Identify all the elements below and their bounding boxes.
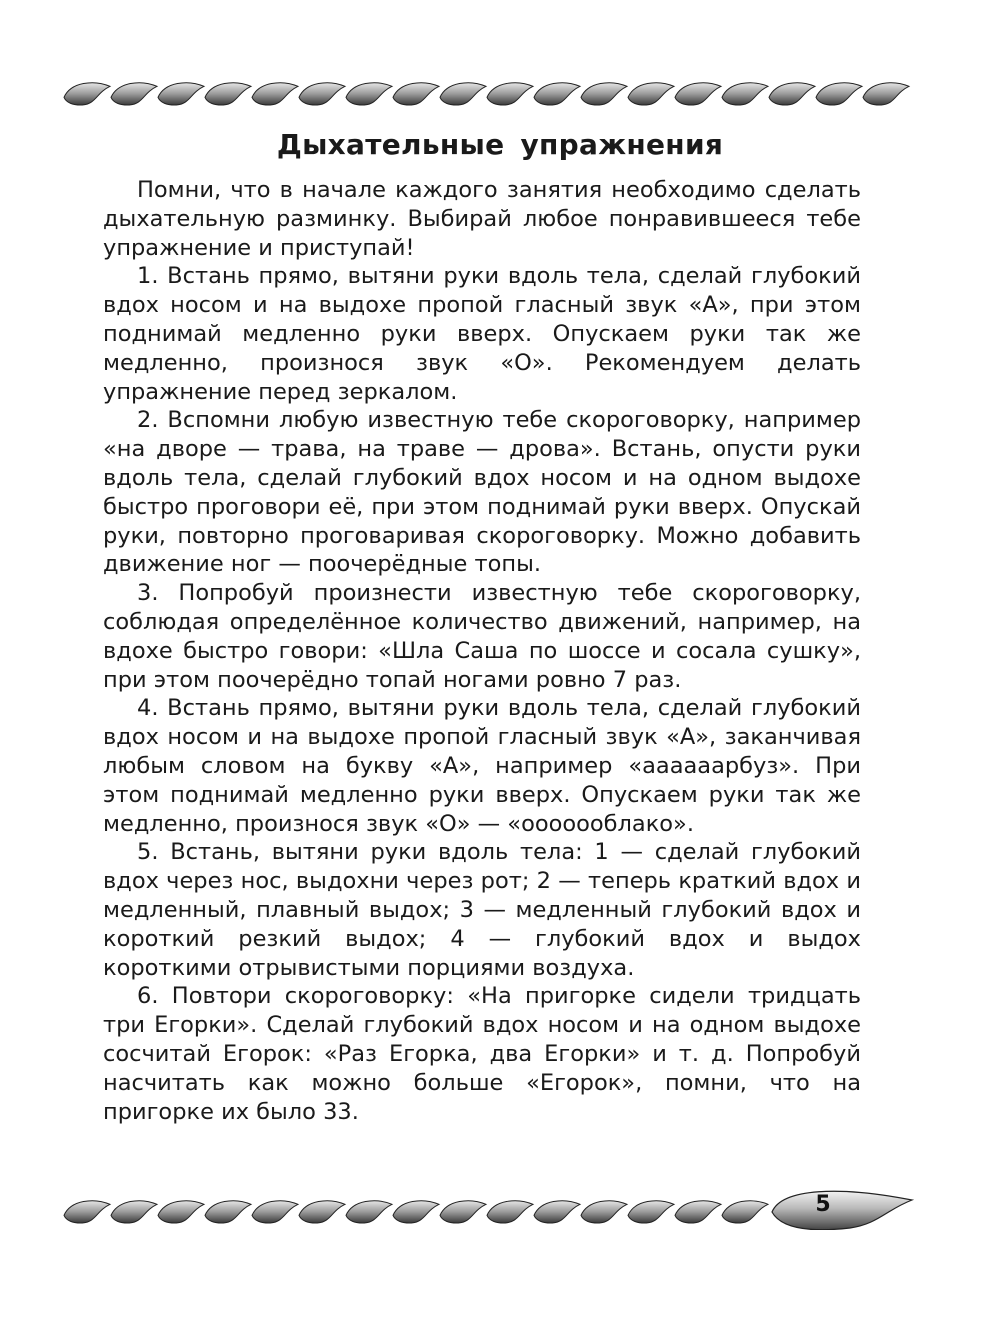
leaf-ornament [675, 83, 721, 105]
leaf-ornament [205, 83, 251, 105]
leaf-ornament [722, 1201, 768, 1223]
leaf-ornament [581, 83, 627, 105]
page-number: 5 [815, 1192, 831, 1217]
bottom-leaf-border [60, 1190, 920, 1230]
leaf-ornament [393, 83, 439, 105]
exercise-3: 3. Попробуй произнести известную тебе скороговорку, соблюдая определённое количество движений, например, на вдохе быстро говори: «Шла Саша по шоссе и сосала сушку», при этом поочерёдно топай ногами ровно 7 раз. [103, 580, 861, 693]
leaf-ornament [534, 83, 580, 105]
exercise-1: 1. Встань прямо, вытяни руки вдоль тела, сделай глубокий вдох носом и на выдохе пропой гласный звук «А», при этом поднимай медленно руки вверх. Опускаем руки так же медленно, произнося звук «О». Рекомендуем делать упражнение перед зеркалом. [103, 263, 861, 405]
leaf-ornament [675, 1201, 721, 1223]
leaf-ornament [628, 1201, 674, 1223]
leaf-ornament [581, 1201, 627, 1223]
leaf-ornament [299, 83, 345, 105]
exercise-6: 6. Повтори скороговорку: «На пригорке сидели тридцать три Егорки». Сделай глубокий вдох носом и на одном выдохе сосчитай Егорок: «Раз Егорка, два Егорки» и т. д. Попробуй насчитать как можно больше «Егорок», помни, что на пригорке их было 33. [103, 983, 861, 1125]
top-leaf-border-art [60, 72, 920, 112]
leaf-ornament [205, 1201, 251, 1223]
leaf-ornament [64, 83, 110, 105]
leaf-ornament [158, 83, 204, 105]
leaf-ornament [158, 1201, 204, 1223]
leaf-ornament [111, 83, 157, 105]
leaf-ornament [252, 1201, 298, 1223]
leaf-ornament [487, 83, 533, 105]
leaf-ornament [816, 83, 862, 105]
leaf-ornament [299, 1201, 345, 1223]
leaf-ornament [440, 1201, 486, 1223]
leaf-ornament [769, 83, 815, 105]
intro-paragraph: Помни, что в начале каждого занятия необходимо сделать дыхательную разминку. Выбирай любое понравившееся тебе упражнение и приступай! [103, 177, 861, 261]
exercise-4: 4. Встань прямо, вытяни руки вдоль тела, сделай глубокий вдох носом и на выдохе пропой гласный звук «А», заканчивая любым словом на букву «А», например «аааааарбуз». При этом поднимай медленно руки вверх. Опускаем руки так же медленно, произнося звук «О» — «ооооооблако». [103, 695, 861, 837]
leaf-ornament [64, 1201, 110, 1223]
exercise-2: 2. Вспомни любую известную тебе скороговорку, например «на дворе — трава, на траве — дрова». Встань, опусти руки вдоль тела, сделай глубокий вдох носом и на одном выдохе быстро проговори её, при этом поднимай руки вверх. Опускай руки, повторно проговаривая скороговорку. Можно добавить движение ног — поочерёдные топы. [103, 407, 861, 578]
leaf-ornament [534, 1201, 580, 1223]
leaf-ornament [346, 1201, 392, 1223]
leaf-ornament [111, 1201, 157, 1223]
leaf-ornament [393, 1201, 439, 1223]
leaf-ornament [628, 83, 674, 105]
leaf-ornament [863, 83, 909, 105]
bottom-leaf-border-art [60, 1190, 920, 1230]
exercise-5: 5. Встань, вытяни руки вдоль тела: 1 — сделай глубокий вдох через нос, выдохни через рот; 2 — теперь краткий вдох и медленный, плавный выдох; 3 — медленный глубокий вдох и короткий резкий выдох; 4 — глубокий вдох и выдох короткими отрывистыми порциями воздуха. [103, 839, 861, 981]
page-title: Дыхательные упражнения [276, 128, 724, 161]
leaf-ornament [252, 83, 298, 105]
leaf-ornament [487, 1201, 533, 1223]
leaf-ornament [346, 83, 392, 105]
leaf-ornament [440, 83, 486, 105]
leaf-ornament [722, 83, 768, 105]
page-body [103, 176, 861, 1126]
top-leaf-border [60, 72, 920, 112]
